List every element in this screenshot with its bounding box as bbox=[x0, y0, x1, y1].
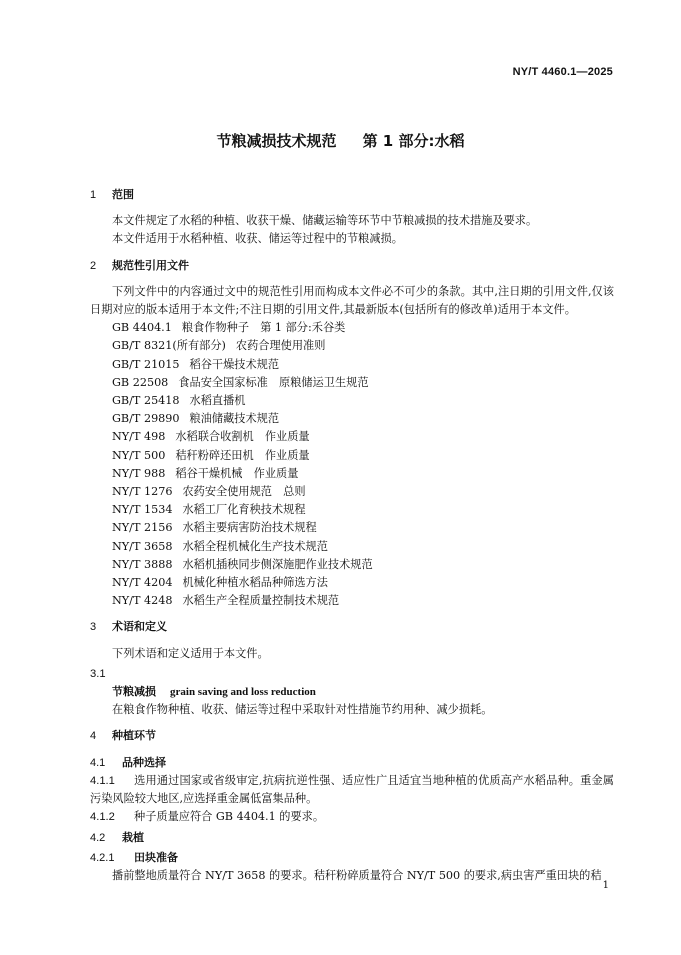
reference-item: GB/T 29890 粮油储藏技术规范 bbox=[112, 412, 280, 426]
reference-item: GB 22508 食品安全国家标准 原粮储运卫生规范 bbox=[112, 375, 369, 389]
document-title bbox=[0, 130, 681, 151]
term-entry bbox=[90, 683, 614, 701]
section-heading-4: 4 种植环节 bbox=[90, 729, 156, 743]
reference-list bbox=[90, 319, 614, 610]
document-body bbox=[90, 178, 614, 885]
term-english: grain saving and loss reduction bbox=[170, 686, 316, 699]
paragraph: 播前整地质量符合 NY/T 3658 的要求。秸秆粉碎质量符合 NY/T 500 的要求,病虫害严重田块的秸 bbox=[112, 868, 602, 882]
reference-item: NY/T 2156 水稻主要病害防治技术规程 bbox=[112, 521, 317, 535]
reference-item: GB/T 21015 稻谷干燥技术规范 bbox=[112, 357, 280, 371]
term-definition: 在粮食作物种植、收获、储运等过程中采取针对性措施节约用种、减少损耗。 bbox=[112, 703, 493, 717]
term-chinese: 节粮减损 bbox=[112, 685, 156, 699]
reference-item: GB/T 25418 水稻直播机 bbox=[112, 394, 246, 408]
clause-4-1-2: 4.1.2 种子质量应符合 GB 4404.1 的要求。 bbox=[90, 810, 325, 824]
reference-item: NY/T 4248 水稻生产全程质量控制技术规范 bbox=[112, 594, 340, 608]
reference-item: GB/T 8321(所有部分) 农药合理使用准则 bbox=[112, 339, 326, 353]
reference-item: NY/T 3658 水稻全程机械化生产技术规范 bbox=[112, 539, 328, 553]
clause-4-1-1: 4.1.1 选用通过国家或省级审定,抗病抗逆性强、适应性广且适宜当地种植的优质高产水稻品种。重金属污染风险较大地区,应选择重金属低富集品种。 bbox=[90, 773, 614, 806]
title-main: 节粮减损技术规范 bbox=[216, 132, 337, 150]
section-heading-3: 3 术语和定义 bbox=[90, 620, 167, 634]
paragraph: 下列文件中的内容通过文中的规范性引用而构成本文件必不可少的条款。其中,注日期的引用文件,仅该日期对应的版本适用于本文件;不注日期的引用文件,其最新版本(包括所有的修改单)适用于本文件。 bbox=[90, 284, 614, 317]
reference-item: NY/T 500 秸秆粉碎还田机 作业质量 bbox=[112, 448, 310, 462]
reference-item: NY/T 1276 农药安全使用规范 总则 bbox=[112, 485, 306, 499]
reference-item: GB 4404.1 粮食作物种子 第 1 部分:禾谷类 bbox=[112, 321, 346, 335]
document-code: NY/T 4460.1—2025 bbox=[512, 66, 613, 78]
paragraph: 下列术语和定义适用于本文件。 bbox=[112, 646, 269, 660]
page-number: 1 bbox=[602, 880, 609, 891]
subsection-heading-4-2-1: 4.2.1 田块准备 bbox=[90, 850, 178, 864]
reference-item: NY/T 3888 水稻机插秧同步侧深施肥作业技术规范 bbox=[112, 557, 373, 571]
section-heading-2: 2 规范性引用文件 bbox=[90, 258, 189, 272]
title-part: 第 1 部分:水稻 bbox=[362, 132, 465, 150]
reference-item: NY/T 988 稻谷干燥机械 作业质量 bbox=[112, 466, 299, 480]
section-heading-1: 1 范围 bbox=[90, 188, 134, 201]
paragraph: 本文件适用于水稻种植、收获、储运等过程中的节粮减损。 bbox=[112, 232, 403, 246]
reference-item: NY/T 1534 水稻工厂化育秧技术规程 bbox=[112, 503, 306, 517]
term-number: 3.1 bbox=[90, 667, 106, 680]
reference-item: NY/T 498 水稻联合收割机 作业质量 bbox=[112, 430, 310, 444]
subsection-heading-4-2: 4.2 栽植 bbox=[90, 830, 144, 844]
paragraph: 本文件规定了水稻的种植、收获干燥、储藏运输等环节中节粮减损的技术措施及要求。 bbox=[112, 214, 538, 228]
reference-item: NY/T 4204 机械化种植水稻品种筛选方法 bbox=[112, 576, 328, 590]
subsection-heading-4-1: 4.1 品种选择 bbox=[90, 755, 166, 769]
